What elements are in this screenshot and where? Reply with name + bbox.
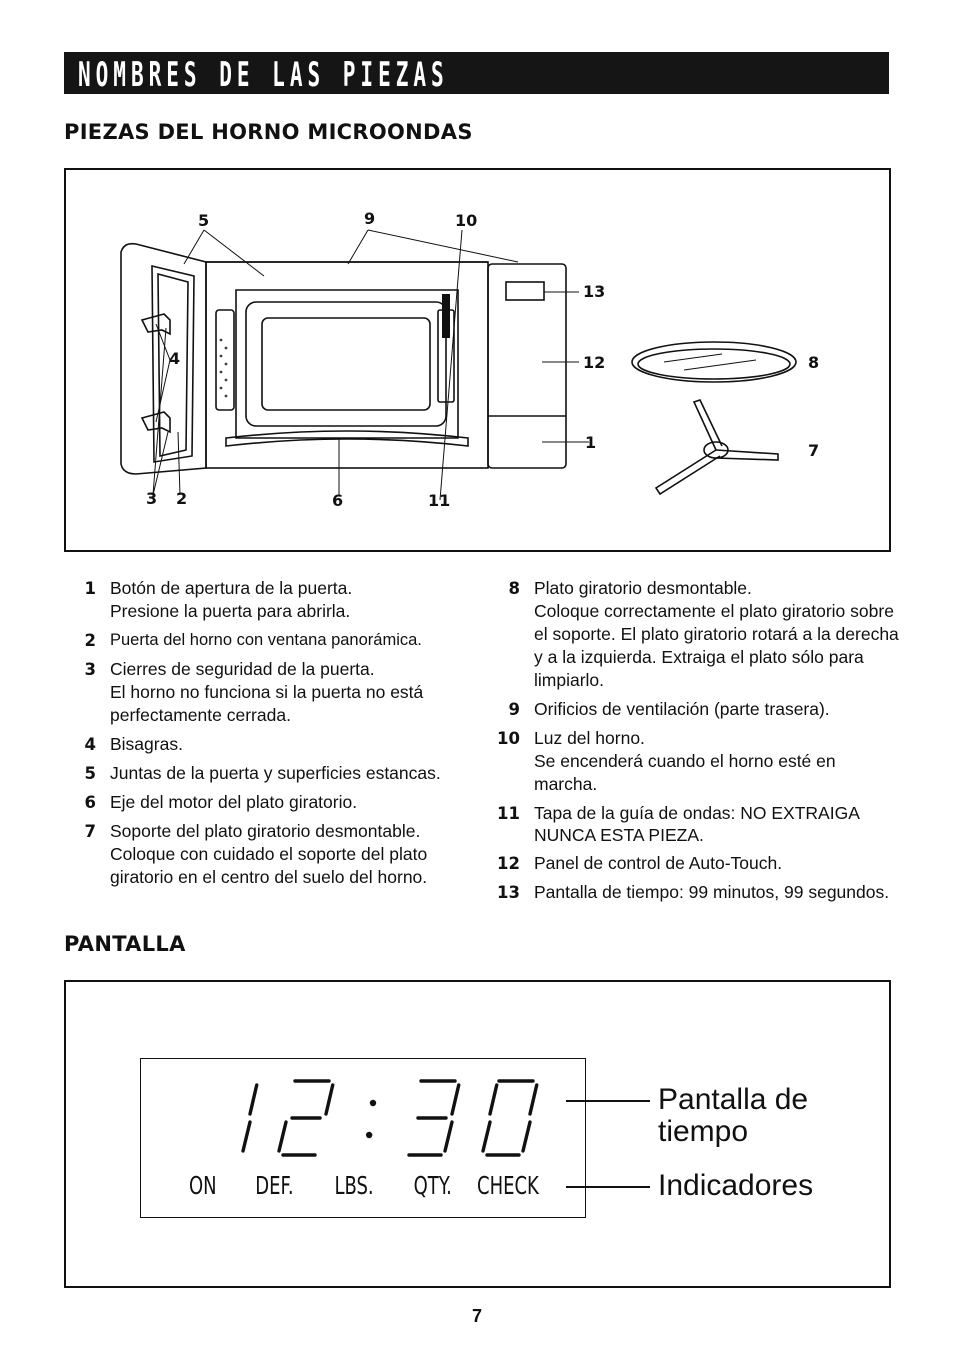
callout-10: 10 [455, 211, 478, 230]
part-text: Panel de control de Auto-Touch. [534, 853, 783, 873]
oven-diagram-box [64, 168, 891, 552]
part-text: Presione la puerta para abrirla. [110, 601, 351, 621]
indicator-on: ON [189, 1171, 217, 1200]
display-box [64, 980, 891, 1288]
part-item [490, 881, 900, 904]
part-text: Coloque con cuidado el soporte del plato giratorio en el centro del suelo del horno. [110, 844, 428, 887]
indicator-check: CHECK [477, 1171, 539, 1200]
parts-list-right [490, 577, 900, 910]
part-number: 5 [84, 764, 96, 783]
part-item [66, 762, 466, 785]
part-number: 3 [84, 660, 96, 679]
turntable-plate [632, 342, 796, 382]
leader-line-indicators [566, 1186, 650, 1188]
part-text: Luz del horno. [534, 728, 645, 748]
lcd-digit-segment [483, 1122, 490, 1151]
indicator-qty: QTY. [413, 1171, 452, 1200]
lcd-digit-segment [279, 1122, 286, 1151]
part-text: Pantalla de tiempo: 99 minutos, 99 segundos. [534, 882, 890, 902]
callout-5: 5 [198, 211, 210, 230]
part-item [66, 791, 466, 814]
part-text: Botón de apertura de la puerta. [110, 578, 353, 598]
part-number: 11 [497, 804, 520, 823]
control-panel [488, 264, 566, 468]
callout-11: 11 [428, 491, 451, 510]
part-text: Plato giratorio desmontable. [534, 578, 752, 598]
part-text: Juntas de la puerta y superficies estancas. [110, 763, 441, 783]
lcd-digit-segment [530, 1085, 537, 1114]
callout-2: 2 [176, 489, 188, 508]
part-item [490, 698, 900, 721]
part-item [490, 852, 900, 875]
part-item [66, 577, 466, 623]
callout-8: 8 [808, 353, 820, 372]
callout-4: 4 [169, 349, 181, 368]
page-title: NOMBRES DE LAS PIEZAS [78, 55, 449, 95]
part-item [66, 629, 466, 652]
section-heading-display: PANTALLA [64, 932, 186, 956]
part-text: Soporte del plato giratorio desmontable. [110, 821, 421, 841]
part-text: Orificios de ventilación (parte trasera). [534, 699, 830, 719]
lcd-colon-dot [370, 1100, 376, 1106]
part-number: 1 [84, 579, 96, 598]
part-text: Eje del motor del plato giratorio. [110, 792, 358, 812]
lcd-digit-segment [490, 1085, 497, 1114]
lcd-display [140, 1058, 586, 1218]
part-text: Tapa de la guía de ondas: NO EXTRAIGA NUNCA ESTA PIEZA. [534, 803, 859, 845]
part-number: 2 [84, 631, 96, 650]
lcd-digit-segment [243, 1122, 250, 1151]
page-number: 7 [471, 1306, 482, 1326]
callout-9: 9 [364, 209, 376, 228]
part-number: 12 [497, 854, 520, 873]
lcd-time-digits [141, 1059, 585, 1169]
part-text: Puerta del horno con ventana panorámica. [110, 631, 422, 649]
callout-time-display: Pantalla de tiempo [658, 1083, 809, 1148]
lcd-digit-segment [326, 1085, 333, 1114]
indicator-lbs: LBS. [334, 1171, 374, 1200]
callout-1: 1 [585, 433, 597, 452]
leader-line-time [566, 1100, 650, 1102]
part-number: 4 [84, 735, 96, 754]
callout-6: 6 [332, 491, 344, 510]
part-number: 9 [508, 700, 520, 719]
callout-3: 3 [146, 489, 158, 508]
lcd-colon-dot [366, 1132, 372, 1138]
part-item [66, 733, 466, 756]
part-item [66, 658, 466, 727]
callout-13: 13 [583, 282, 606, 301]
callout-7: 7 [808, 441, 820, 460]
lcd-digit-segment [250, 1085, 257, 1114]
part-number: 8 [508, 579, 520, 598]
part-number: 6 [84, 793, 96, 812]
roller-support [656, 400, 778, 494]
callout-12: 12 [583, 353, 606, 372]
microwave-diagram [66, 170, 889, 550]
lcd-digit-segment [523, 1122, 530, 1151]
lcd-digit-segment [452, 1085, 459, 1114]
part-item [490, 577, 900, 692]
part-item [490, 802, 900, 846]
part-text: El horno no funciona si la puerta no está perfectamente cerrada. [110, 682, 424, 725]
title-banner [64, 52, 889, 94]
callout-indicators: Indicadores [658, 1169, 814, 1202]
parts-list-left [66, 577, 466, 895]
part-item [490, 727, 900, 796]
part-number: 13 [497, 883, 520, 902]
lcd-digit-segment [445, 1122, 452, 1151]
part-number: 7 [84, 822, 96, 841]
section-heading-oven-parts: PIEZAS DEL HORNO MICROONDAS [64, 120, 473, 144]
indicator-def: DEF. [255, 1171, 294, 1200]
part-item [66, 820, 466, 889]
part-text: Bisagras. [110, 734, 183, 754]
time-display-window [506, 282, 544, 300]
part-text: Se encenderá cuando el horno esté en marcha. [534, 751, 836, 794]
part-text: Coloque correctamente el plato giratorio sobre el soporte. El plato giratorio rotará a la derecha y a la izquierda. Extraiga el plato sólo para limpiarlo. [534, 601, 899, 690]
part-number: 10 [497, 729, 520, 748]
oven-light-grille [442, 294, 450, 338]
part-text: Cierres de seguridad de la puerta. [110, 659, 375, 679]
